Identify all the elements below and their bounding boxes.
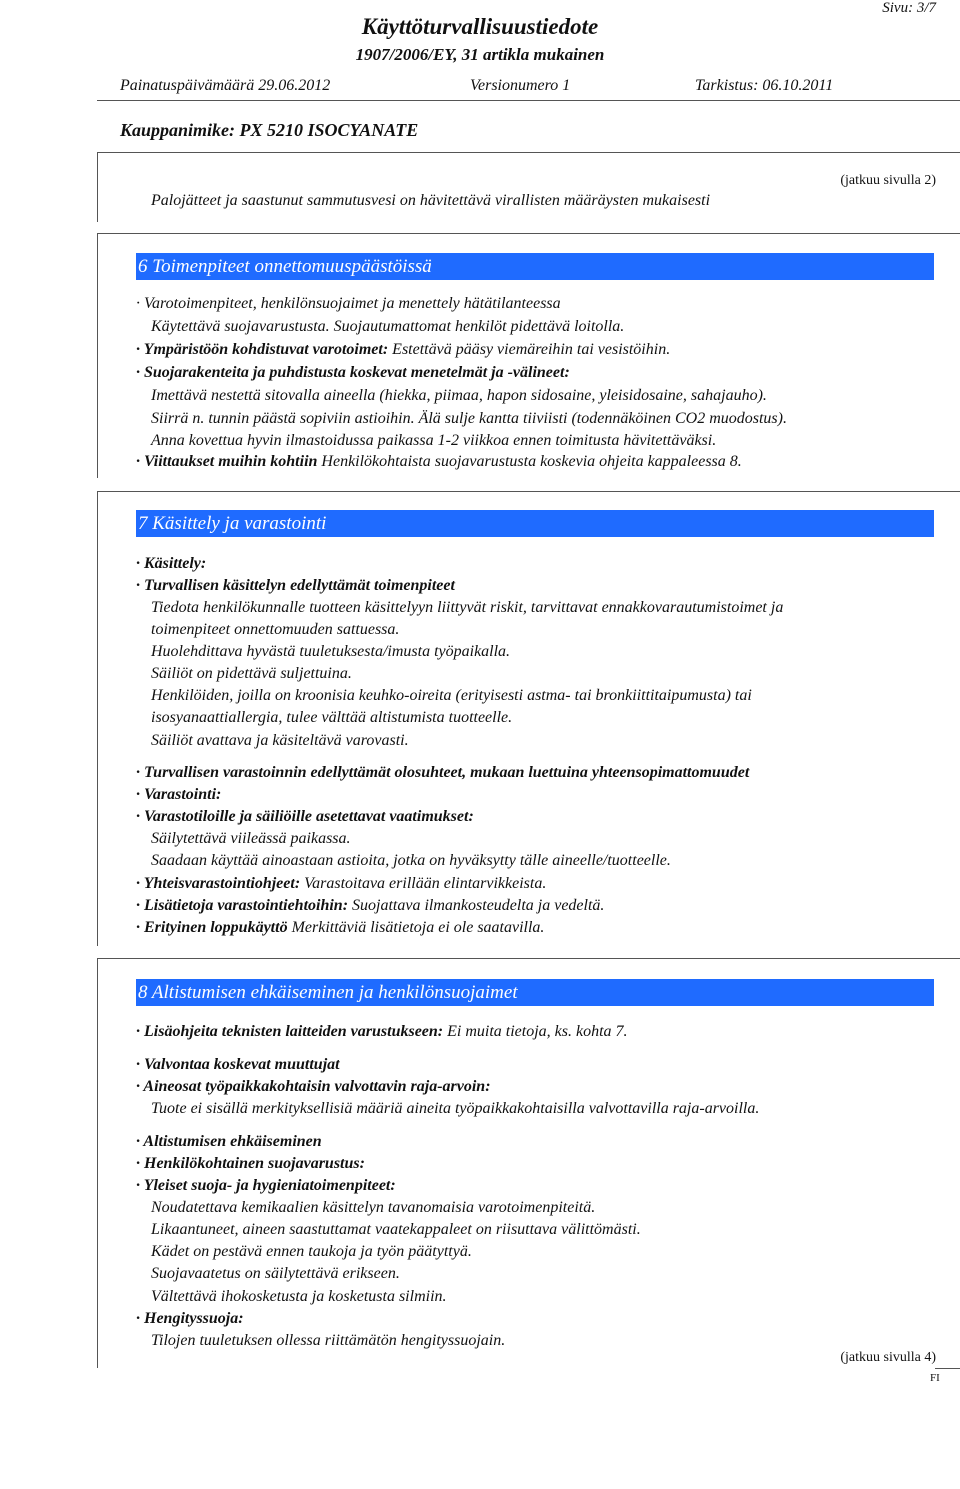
section8-line: · Yleiset suoja- ja hygieniatoimenpiteet: xyxy=(136,1177,396,1194)
continued-from: (jatkuu sivulla 2) xyxy=(840,173,936,188)
section7-line: toimenpiteet onnettomuuden sattuessa. xyxy=(151,621,400,638)
footer-rule xyxy=(935,1368,960,1369)
section7-line: Säiliöt on pidettävä suljettuina. xyxy=(151,665,352,682)
section7-line: isosyanaattiallergia, tulee välttää altistumista tuotteelle. xyxy=(151,709,513,726)
section7-line: · Erityinen loppukäyttö Merkittäviä lisätietoja ei ole saatavilla. xyxy=(136,919,545,936)
section8-line: Kädet on pestävä ennen taukoja ja työn päätyttyä. xyxy=(151,1243,472,1260)
section6-heading: 6 Toimenpiteet onnettomuuspäästöissä xyxy=(136,253,934,280)
section6-line: Siirrä n. tunnin päästä sopiviin astioihin. Älä sulje kantta tiiviisti (todennäköinen CO2 muodostus). xyxy=(151,410,787,427)
version-number: Versionumero 1 xyxy=(470,77,571,94)
document-subtitle: 1907/2006/EY, 31 artikla mukainen xyxy=(355,45,605,64)
intro-left-rule xyxy=(97,152,98,222)
section7-line: · Lisätietoja varastointiehtoihin: Suojattava ilmankosteudelta ja vedeltä. xyxy=(136,897,605,914)
section7-left-rule xyxy=(97,491,98,946)
section8-line: Tilojen tuuletuksen ollessa riittämätön hengityssuojain. xyxy=(151,1332,506,1349)
section7-line: Saadaan käyttää ainoastaan astioita, jotka on hyväksytty tälle aineelle/tuotteelle. xyxy=(151,852,671,869)
section8-divider xyxy=(97,958,960,959)
section7-line: Säiliöt avattava ja käsiteltävä varovasti. xyxy=(151,732,409,749)
section8-heading: 8 Altistumisen ehkäiseminen ja henkilönsuojaimet xyxy=(136,979,934,1006)
intro-line: Palojätteet ja saastunut sammutusvesi on hävitettävä virallisten määräysten mukaisesti xyxy=(151,192,711,209)
continued-to: (jatkuu sivulla 4) xyxy=(840,1350,936,1365)
section7-line: Tiedota henkilökunnalle tuotteen käsittelyyn liittyvät riskit, tarvittavat ennakkovarautumistoimet ja xyxy=(151,599,784,616)
section6-left-rule xyxy=(97,233,98,478)
section8-line: · Aineosat työpaikkakohtaisin valvottavin raja-arvoin: xyxy=(136,1078,491,1095)
trade-name: Kauppanimike: PX 5210 ISOCYANATE xyxy=(120,120,419,140)
header-divider xyxy=(97,100,960,101)
section7-divider xyxy=(97,491,960,492)
language-code: FI xyxy=(930,1372,940,1384)
section8-line: · Valvontaa koskevat muuttujat xyxy=(136,1056,340,1073)
section7-line: Huolehdittava hyvästä tuuletuksesta/imusta työpaikalla. xyxy=(151,643,511,660)
section8-line: · Lisäohjeita teknisten laitteiden varustukseen: Ei muita tietoja, ks. kohta 7. xyxy=(136,1023,628,1040)
section8-line: · Hengityssuoja: xyxy=(136,1310,244,1327)
section8-line: · Altistumisen ehkäiseminen xyxy=(136,1133,322,1150)
section8-line: Suojavaatetus on säilytettävä erikseen. xyxy=(151,1265,400,1282)
section8-line: Noudatettava kemikaalien käsittelyn tavanomaisia varotoimenpiteitä. xyxy=(151,1199,596,1216)
section8-line: Likaantuneet, aineen saastuttamat vaatekappaleet on riisuttava välittömästi. xyxy=(151,1221,641,1238)
section6-line: · Viittaukset muihin kohtiin Henkilökohtaista suojavarustusta koskevia ohjeita kappaleessa 8. xyxy=(136,453,742,470)
print-date: Painatuspäivämäärä 29.06.2012 xyxy=(120,77,331,94)
section8-left-rule xyxy=(97,958,98,1368)
section6-line: · Ympäristöön kohdistuvat varotoimet: Estettävä pääsy viemäreihin tai vesistöihin. xyxy=(136,341,671,358)
section8-line: Vältettävä ihokosketusta ja kosketusta silmiin. xyxy=(151,1288,447,1305)
section7-line: · Varastointi: xyxy=(136,786,222,803)
section7-line: · Turvallisen käsittelyn edellyttämät toimenpiteet xyxy=(136,577,455,594)
section6-line: · Suojarakenteita ja puhdistusta koskevat menetelmät ja -välineet: xyxy=(136,364,570,381)
section6-line: · Varotoimenpiteet, henkilönsuojaimet ja menettely hätätilanteessa xyxy=(136,295,561,312)
section6-line: Imettävä nestettä sitovalla aineella (hiekka, piimaa, hapon sidosaine, yleisidosaine, sahajauho). xyxy=(151,387,767,404)
section7-line: · Turvallisen varastoinnin edellyttämät olosuhteet, mukaan luettuina yhteensopimattomuudet xyxy=(136,764,750,781)
section7-heading: 7 Käsittely ja varastointi xyxy=(136,510,934,537)
section8-line: Tuote ei sisällä merkityksellisiä määriä aineita työpaikkakohtaisilla valvottavilla raja-arvoilla. xyxy=(151,1100,760,1117)
section6-divider xyxy=(97,233,960,234)
section6-line: Käytettävä suojavarustusta. Suojautumattomat henkilöt pidettävä loitolla. xyxy=(151,318,625,335)
section6-line: Anna kovettua hyvin ilmastoidussa paikassa 1-2 viikkoa ennen toimitusta hävitettäväksi. xyxy=(151,432,717,449)
section7-line: · Varastotiloille ja säiliöille asetettavat vaatimukset: xyxy=(136,808,474,825)
trade-divider xyxy=(97,152,960,153)
document-title: Käyttöturvallisuustiedote xyxy=(361,14,599,39)
section7-line: · Yhteisvarastointiohjeet: Varastoitava erillään elintarvikkeista. xyxy=(136,875,547,892)
section7-line: · Käsittely: xyxy=(136,555,207,572)
section7-line: Säilytettävä viileässä paikassa. xyxy=(151,830,351,847)
revision-date: Tarkistus: 06.10.2011 xyxy=(695,77,834,94)
section8-line: · Henkilökohtainen suojavarustus: xyxy=(136,1155,365,1172)
section7-line: Henkilöiden, joilla on kroonisia keuhko-oireita (erityisesti astma- tai bronkiittitaipumusta) tai xyxy=(151,687,752,704)
page-number: Sivu: 3/7 xyxy=(882,0,936,16)
